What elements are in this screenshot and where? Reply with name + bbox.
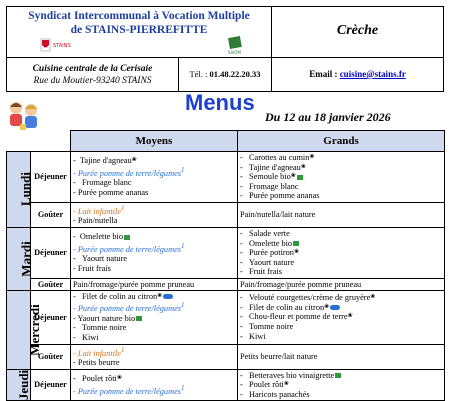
- tel-line: [179, 69, 271, 79]
- menu-cell: [238, 152, 445, 203]
- menu-item: - Kiwi: [73, 333, 99, 343]
- menu-item: - Fromage blanc: [73, 178, 132, 188]
- menu-item: - Lait infantile$^1$: [73, 204, 125, 216]
- menu-table: [6, 130, 445, 401]
- header-empty: [31, 131, 71, 152]
- section-title: Crèche: [336, 23, 379, 38]
- header-empty: [7, 131, 31, 152]
- bio-icon: [297, 175, 303, 180]
- meal-label: Déjeuner: [31, 369, 71, 401]
- menu-cell: [238, 369, 445, 401]
- tel-label: Tél. :: [189, 69, 208, 79]
- menu-cell: Pain/fromage/purée pomme pruneau: [71, 278, 238, 290]
- table-row: [7, 290, 445, 344]
- meal-label: Déjeuner: [31, 152, 71, 203]
- kitchen-box: [6, 58, 178, 92]
- menu-item: - Yaourt nature bio: [73, 314, 235, 324]
- tel-box: [178, 58, 271, 92]
- menu-cell: Pain/nutella/lait nature: [238, 202, 445, 227]
- menu-item: - Filet de colin au citron❀: [240, 303, 442, 313]
- page-title: Menus: [185, 90, 255, 115]
- bio-icon: [124, 235, 130, 240]
- day-label: Lundi: [17, 172, 33, 207]
- stains-logo-text: STAINS: [53, 43, 71, 49]
- column-moyens: Moyens: [71, 131, 238, 152]
- menu-item: - Poulet rôti❀: [73, 373, 122, 383]
- table-row: [7, 344, 445, 369]
- menu-item: - Tomme noire: [73, 323, 127, 333]
- menu-item: - Purée potiron❀: [240, 248, 299, 258]
- bio-icon: [136, 316, 142, 321]
- menu-item: - Tomme noire: [240, 322, 294, 332]
- menu-cell: Pain/fromage/purée pomme pruneau: [238, 278, 445, 290]
- menu-cell: [71, 152, 238, 203]
- email-line: [272, 69, 443, 79]
- menu-cell: [71, 344, 238, 369]
- menu-item: - Purée pomme ananas: [240, 191, 320, 201]
- day-label: Jeudi: [16, 369, 32, 401]
- email-box: [271, 58, 444, 92]
- menu-item: - Fruit frais: [73, 263, 111, 273]
- syndicat-title: Syndicat Intercommunal à Vocation Multiple: [28, 10, 250, 22]
- sivom-logo-text: SIVOM: [228, 50, 241, 55]
- menu-item: - Purée pomme de terre/légumes$^1$: [73, 302, 185, 314]
- menu-item: - Fruit frais: [240, 267, 282, 277]
- email-link[interactable]: cuisine@stains.fr: [339, 69, 406, 79]
- menu-cell: [238, 290, 445, 344]
- meal-label: Goûter: [31, 202, 71, 227]
- menu-cell: [71, 369, 238, 401]
- menu-item: - Omelette bio: [240, 239, 442, 249]
- menu-item: - Tajine d'agneau❀: [73, 156, 137, 166]
- tel-number: 01.48.22.20.33: [209, 69, 261, 79]
- menu-cell: [71, 290, 238, 344]
- menu-cell: [71, 227, 238, 278]
- column-grands: Grands: [238, 131, 445, 152]
- meal-label: Déjeuner: [31, 227, 71, 278]
- day-cell: [7, 290, 42, 369]
- table-row: [7, 369, 445, 401]
- menu-cell: [71, 202, 238, 227]
- meal-label: Goûter: [31, 344, 71, 369]
- day-cell: [7, 152, 31, 228]
- menu-item: - Omelette bio: [73, 232, 235, 242]
- table-row: [7, 227, 445, 278]
- menu-item: - Filet de colin au citron❀: [73, 292, 235, 302]
- stains-logo: [40, 37, 72, 60]
- menu-cell: Petits beurre/lait nature: [238, 344, 445, 369]
- menu-item: - Haricots panachés: [240, 389, 310, 399]
- menu-item: - Purée pomme ananas: [73, 187, 149, 197]
- day-cell: [7, 369, 31, 401]
- menu-cell: [238, 227, 445, 278]
- menu-item: - Purée pomme de terre/légumes$^1$: [73, 242, 185, 254]
- table-row: [7, 278, 445, 290]
- table-header-row: [7, 131, 445, 152]
- meal-label: Déjeuner: [31, 290, 71, 344]
- menu-item: - Carottes au cumin❀: [240, 153, 315, 162]
- menu-item: - Petits beurre: [73, 357, 120, 367]
- menu-item: - Tajine d'agneau❀: [240, 162, 306, 172]
- email-label: Email :: [309, 69, 338, 79]
- date-range: Du 12 au 18 janvier 2026: [265, 110, 391, 124]
- menu-item: - Chou-fleur et pomme de terre❀: [240, 312, 353, 322]
- menu-item: - Purée pomme de terre/légumes$^1$: [73, 167, 185, 178]
- day-label: Mercredi: [26, 303, 42, 356]
- syndicat-box: [6, 6, 271, 58]
- sivom-logo: [226, 35, 246, 60]
- table-row: [7, 152, 445, 203]
- menu-item: - Purée pomme de terre/légumes$^1$: [73, 384, 185, 396]
- syndicat-subtitle: de STAINS-PIERREFITTE: [70, 24, 208, 36]
- meal-label: Goûter: [31, 278, 71, 290]
- menu-item: - Fromage blanc: [240, 181, 299, 191]
- menu-item: - Lait infantile$^1$: [73, 346, 125, 358]
- menu-item: - Semoule bio❀: [240, 172, 442, 182]
- menu-item: - Yaourt nature: [73, 254, 128, 264]
- menu-item: - Velouté courgettes/crème de gruyère❀: [240, 293, 376, 303]
- day-label: Mardi: [18, 241, 34, 277]
- kitchen-address: Rue du Moutier-93240 STAINS: [33, 76, 152, 86]
- menu-item: - Kiwi: [240, 331, 266, 341]
- day-cell: [7, 227, 34, 290]
- table-row: [7, 202, 445, 227]
- menu-item: - Pain/nutella: [73, 216, 118, 226]
- bio-icon: [335, 373, 341, 378]
- section-box: [271, 6, 444, 58]
- menu-item: - Poulet rôti❀: [240, 380, 289, 390]
- bio-icon: [293, 241, 299, 246]
- kitchen-name: Cuisine centrale de la Cerisaie: [32, 64, 153, 74]
- menu-item: - Betteraves bio vinaigrette: [240, 371, 442, 381]
- menu-item: - Yaourt nature: [240, 257, 295, 267]
- menu-item: - Salade verte: [240, 228, 290, 238]
- fish-icon: [330, 305, 340, 310]
- fish-icon: [163, 294, 173, 299]
